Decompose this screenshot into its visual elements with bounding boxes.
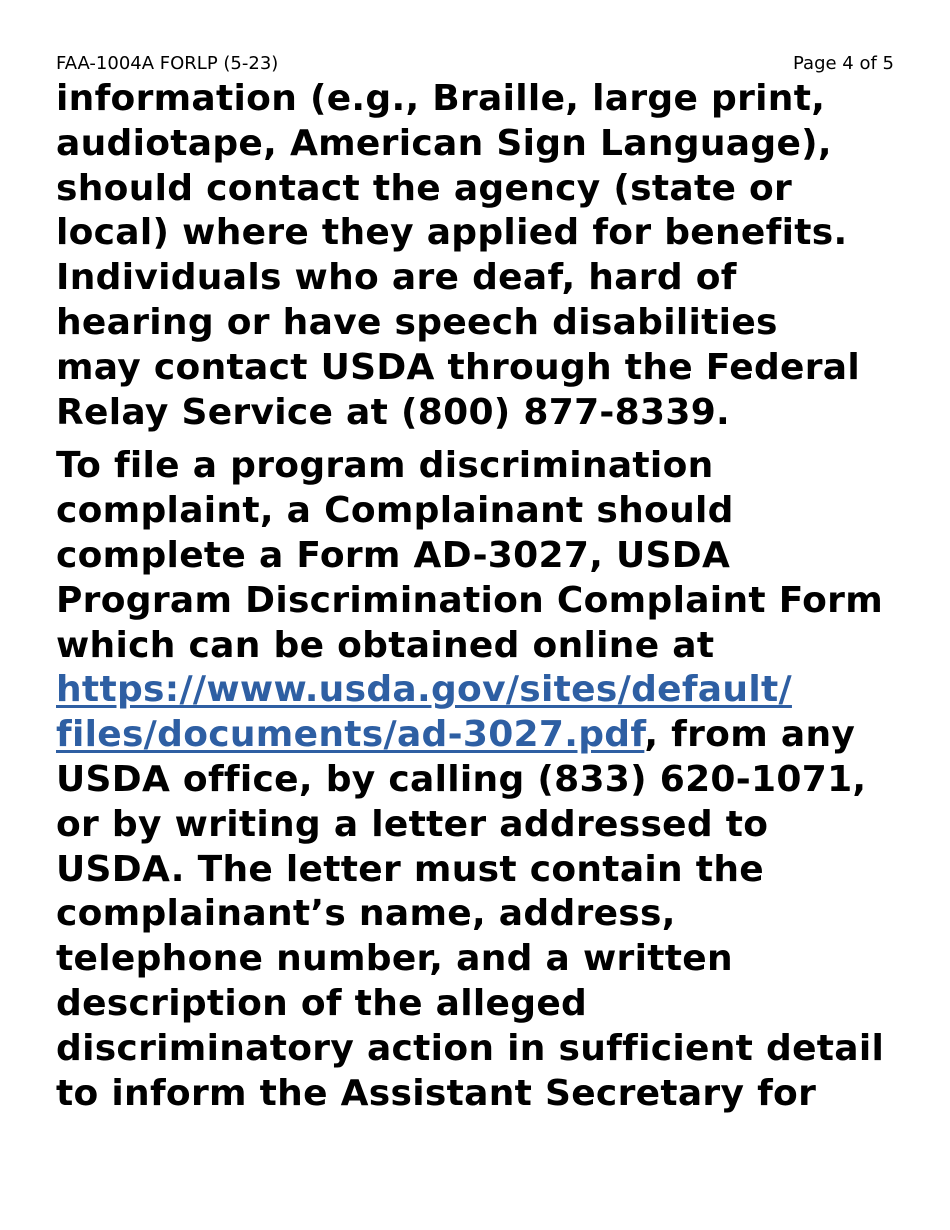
link-trailing-text: , from any [644, 714, 856, 756]
text-line [56, 713, 916, 758]
text-line: complete a Form AD-3027, USDA [56, 534, 731, 576]
text-line: hearing or have speech disabilities [56, 301, 778, 343]
page-header [56, 52, 894, 76]
text-line: Individuals who are deaf, hard of [56, 257, 737, 299]
text-line: or by writing a letter addressed to [56, 803, 769, 845]
document-body [56, 77, 916, 1116]
text-line: description of the alleged [56, 982, 588, 1024]
complaint-paragraph [56, 444, 916, 1116]
ad-3027-form-link[interactable]: https://www.usda.gov/sites/default/ [56, 669, 792, 711]
text-line: should contact the agency (state or [56, 167, 793, 209]
text-line: complainant’s name, address, [56, 893, 676, 935]
text-line: which can be obtained online at [56, 624, 715, 666]
text-line: USDA. The letter must contain the [56, 848, 764, 890]
text-line: to inform the Assistant Secretary for [56, 1072, 817, 1114]
text-line: Program Discrimination Complaint Form [56, 579, 884, 621]
text-line: may contact USDA through the Federal [56, 346, 861, 388]
accessibility-paragraph [56, 77, 916, 435]
text-line: information (e.g., Braille, large print, [56, 78, 826, 119]
text-line: Relay Service at (800) 877-8339. [56, 391, 731, 433]
text-line: audiotape, American Sign Language), [56, 122, 832, 164]
page-number: Page 4 of 5 [793, 53, 894, 74]
text-line: discriminatory action in sufficient detail [56, 1027, 885, 1069]
text-line: local) where they applied for benefits. [56, 212, 848, 254]
text-line: complaint, a Complainant should [56, 490, 734, 532]
text-line: USDA office, by calling (833) 620-1071, [56, 758, 867, 800]
text-line [56, 668, 916, 713]
ad-3027-form-link-continued[interactable]: files/documents/ad-3027.pdf [56, 714, 645, 756]
text-line: To file a program discrimination [56, 445, 714, 487]
text-line: telephone number, and a written [56, 938, 733, 980]
form-id: FAA-1004A FORLP (5-23) [56, 53, 279, 74]
